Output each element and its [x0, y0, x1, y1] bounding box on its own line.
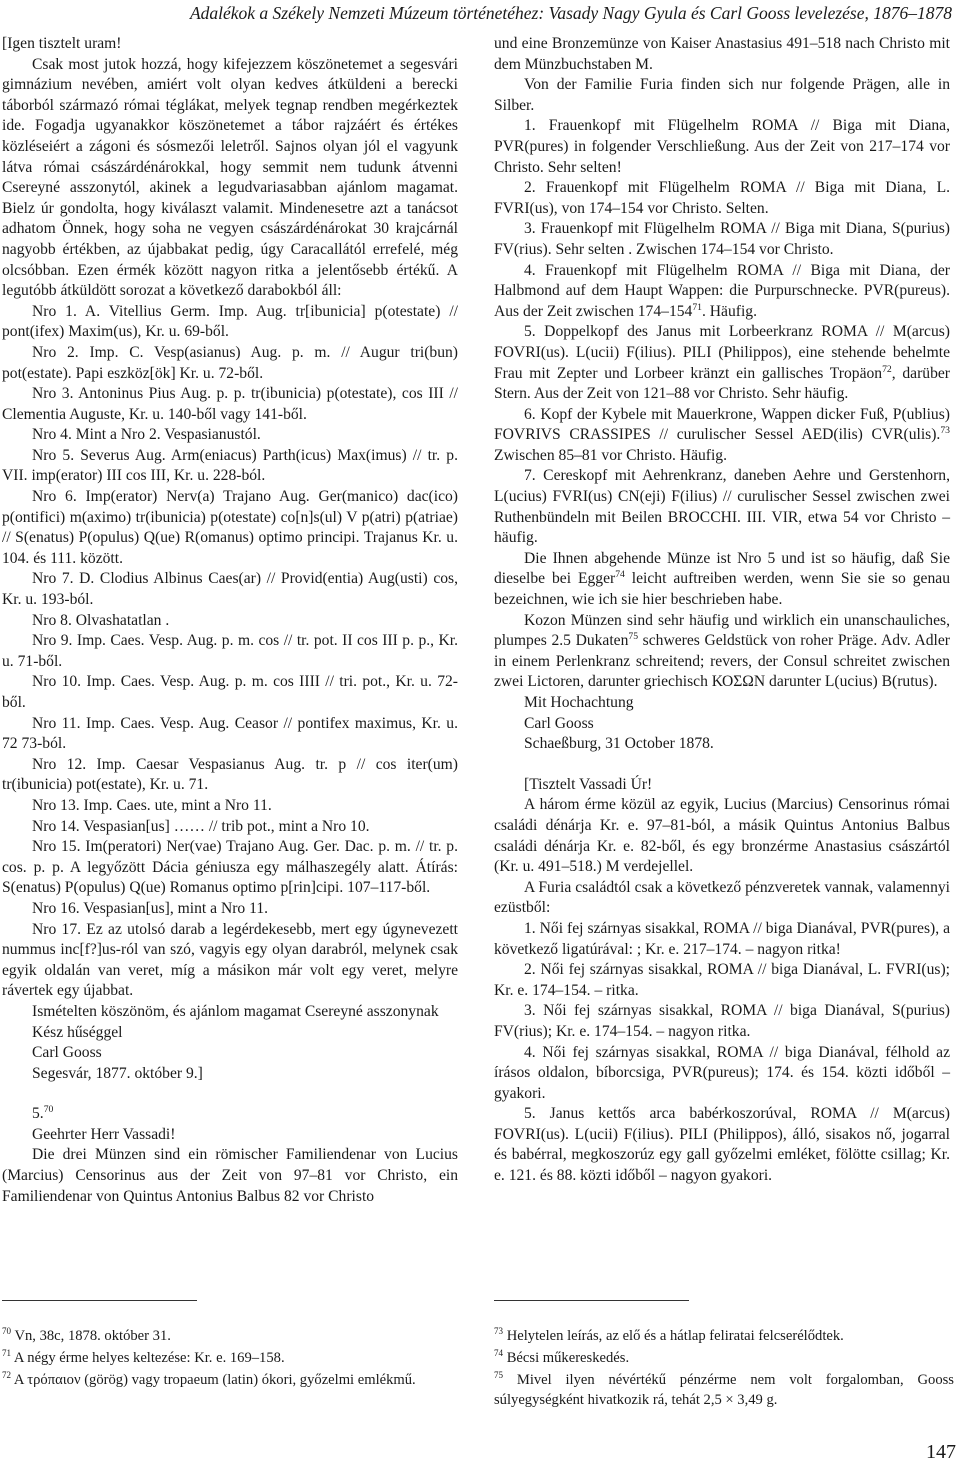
coin-entry: Nro 4. Mint a Nro 2. Vespasianustól.	[32, 426, 261, 444]
coin-entry: 2. Frauenkopf mit Flügelhelm ROMA // Biga mit Diana, L. FVRI(us), von 174–154 vor Christo. Selten.	[494, 179, 950, 217]
coin-entry: 4. Frauenkopf mit Flügelhelm ROMA // Biga mit Diana, der Halbmond auf dem Haupt Wappen: die Purpurschnecke. PVR(pureus). Aus der Zeit zwischen $174-154^{71}$. Häufig.	[494, 261, 950, 320]
coin-entry: 1. Frauenkopf mit Flügelhelm ROMA // Biga mit Diana, PVR(pures) in folgender Verschließung. Aus der Zeit von 217–174 vor Christo. Sehr selten!	[494, 117, 950, 176]
paragraph: Ismételten köszönöm, és ajánlom magamat Csereyné asszonynak	[32, 1002, 439, 1020]
right-column	[494, 34, 950, 1187]
paragraph: A három érme közül az egyik, Lucius (Marcius) Censorinus római családi dénárja Kr. e. 97–81-ból, a másik Quintus Antonius Balbus családi dénárja Kr. e. 82-ből, és egy bronzérme Anastasius császártól (Kr. u. 491–518.) M verdejellel.	[494, 796, 950, 876]
signature: Carl Gooss	[32, 1044, 102, 1062]
footnote-divider	[2, 1300, 197, 1301]
footnote-divider	[494, 1300, 689, 1301]
paragraph: A Furia családtól csak a következő pénzveretek vannak, valamennyi ezüstből:	[494, 878, 950, 917]
coin-entry: Nro 8. Olvashatatlan .	[32, 611, 170, 629]
coin-entry: Nro 1. A. Vitellius Germ. Imp. Aug. tr[ibunicia] p(otestate) // pont(ifex) Maxim(us), Kr. u. 69-ből.	[2, 302, 458, 341]
paragraph: Kozon Münzen sind sehr häufig und wirklich ein unanschauliches, plumpes 2.5 Dukaten$^{75}$ schweres Geldstück von roher Präge. Adv. Adler in einem Perlenkranz schreitend; revers, der Consul schreitet zwischen zwei Lictoren, darunter griechisch ΚΟΣΩΝ darunter L(ucius) B(rutus).	[494, 611, 950, 691]
coin-entry: Nro 10. Imp. Caes. Vesp. Aug. p. m. cos IIII // tri. pot., Kr. u. 72-ből.	[2, 673, 458, 711]
footnote: $^{73}$ Helytelen leírás, az elő és a hátlap feliratai felcserélődtek.	[494, 1326, 844, 1344]
coin-entry: Nro 15. Im(peratori) Ner(vae) Trajano Aug. Ger. Dac. p. m. // tr. p. cos. p. p. A legyőzött Dácia géniusza egy málhaszegély alatt. Átírás: S(enatus) P(opulus) Q(ue) Romanus optimo p[rin]cipi. 107–117-ből.	[2, 838, 458, 897]
salutation: [Tisztelt Vassadi Úr!	[524, 775, 653, 793]
footnote-number: 74	[494, 1348, 504, 1359]
coin-entry: Nro 11. Imp. Caes. Vesp. Aug. Ceasor // pontifex maximus, Kr. u. 72 73-ból.	[2, 714, 458, 753]
footnote-ref: 73	[940, 425, 950, 437]
footnote: $^{72}$ A τρόπαιον (görög) vagy tropaeum (latin) ókori, győzelmi emlékmű.	[2, 1370, 416, 1388]
coin-entry: 5. Janus kettős arca babérkoszorúval, ROMA // M(arcus) FOVRI(us). L(ucii) F(ilius). PILI (Philippos), álló, sisakos nő, jogarral és babérral, megkoszorúz egy gall győzelmi emléket, fölötte csillag; Kr. e. 121. és 88. közti időből – nagyon gyakori.	[494, 1105, 950, 1185]
coin-entry: Nro 6. Imp(erator) Nerv(a) Trajano Aug. Ger(manico) dac(ico) p(ontifici) m(aximo) tr(ibunicia) p(otestate) co[n]s(ul) V p(atri) p(atriae) // S(enatus) P(opulus) Q(ue) R(omanus) optimo principi. Trajanus Kr. u. 104. és 111. között.	[2, 488, 458, 567]
footnote-number: 75	[494, 1370, 504, 1381]
footnote: $^{75}$ Mivel ilyen névértékű pénzérme nem volt forgalomban, Gooss súlyegységként hivatkozik rá, tehát 2,5 × 3,49 g.	[494, 1370, 954, 1408]
coin-entry: Nro 14. Vespasian[us] …… // trib pot., mint a Nro 10.	[32, 817, 370, 835]
paragraph: Von der Familie Furia finden sich nur folgende Prägen, alle in Silber.	[494, 76, 950, 114]
coin-entry: 5. Doppelkopf des Janus mit Lorbeerkranz ROMA // M(arcus) FOVRI(us). L(ucii) F(ilius). PILI (Philippos), eine stehende behelmte Frau mit Zepter und Lorbeer kränzt ein gallisches Tropäon$^{72}$, darüber Stern. Aus der Zeit von 121–88 vor Christo. Sehr häufig.	[494, 323, 950, 403]
signature: Carl Gooss	[524, 714, 594, 732]
footnote-ref: 71	[692, 301, 702, 313]
footnote: $^{71}$ A négy érme helyes keltezése: Kr. e. 169–158.	[2, 1348, 285, 1366]
footnote-number: 71	[2, 1348, 12, 1359]
paragraph: Csak most jutok hozzá, hogy kifejezzem köszönetemet a segesvári gimnázium nevében, amiért volt olyan kedves átküldeni a berecki táborból származó római téglákat, melyek tegnap rendben megérkeztek ide. Fogadja ugyanakkor köszönetemet a tábor rajzáért és értékes közléseiért a zágoni és sósmezői leletről. Sajnos olyan jól el vagyunk látva római császárdénárokkal, hogy semmit nem tudunk átvenni Csereyné asszonytól, akinek a legudvariasabban ajánlom magamat. Bielz úr gondolta, hogy kiválaszt valamit. Mindenesetre azt a tanácsot adhatom Önnek, hogy soha ne vegyen császárdénárokat 30 krajcárnál nagyobb értékben, az újabbakat pedig, úgy Caracallától errefelé, még olcsóbban. Ezen érmék között nagyon ritka a jelentősebb értékű. A legutóbb átküldött sorozat a következő darabokból áll:	[2, 55, 458, 300]
footnotes-right	[494, 1326, 954, 1412]
footnote: $^{74}$ Bécsi műkereskedés.	[494, 1348, 630, 1366]
footnote-ref: 74	[615, 569, 625, 581]
coin-entry: Nro 3. Antoninus Pius Aug. p. p. tr(ibunicia) p(otestate), cos III // Clementia Auguste, Kr. u. 140-ből vagy 141-ből.	[2, 385, 458, 423]
coin-entry: 3. Frauenkopf mit Flügelhelm ROMA // Biga mit Diana, S(purius) FV(rius). Sehr selten . Zwischen 174–154 vor Christo.	[494, 220, 950, 258]
letter-number: 5.70	[32, 1104, 54, 1123]
footnote-ref: 75	[628, 631, 639, 643]
closing-line: Kész hűséggel	[32, 1023, 123, 1041]
coin-entry: Nro 7. D. Clodius Albinus Caes(ar) // Provid(entia) Aug(usti) cos, Kr. u. 193-ból.	[2, 570, 458, 609]
closing-line: Mit Hochachtung	[524, 694, 634, 711]
paragraph: Die Ihnen abgehende Münze ist Nro 5 und ist so häufig, daß Sie dieselbe bei Egger$^{74}$ leicht auftreiben werden, wenn Sie sie so genau bezeichnen, wie ich sie hier beschrieben habe.	[494, 549, 950, 609]
coin-entry: Nro 2. Imp. C. Vesp(asianus) Aug. p. m. // Augur tri(bun) pot(estate). Papi eszköz[ök] Kr. u. 72-ből.	[2, 343, 458, 382]
footnote: $^{70}$ Vn, 38c, 1878. október 31.	[2, 1326, 171, 1344]
paragraph: Die drei Münzen sind ein römischer Familiendenar von Lucius (Marcius) Censorinus aus der Zeit von 97–81 vor Christo, ein Familiendenar von Quintus Antonius Balbus 82 vor Christo	[2, 1146, 458, 1205]
footnote-ref: 72	[882, 363, 892, 375]
left-column	[2, 34, 458, 1207]
coin-entry: 2. Női fej szárnyas sisakkal, ROMA // biga Dianával, L. FVRI(us); Kr. e. 174–154. – ritka.	[494, 961, 950, 999]
coin-entry: Nro 16. Vespasian[us], mint a Nro 11.	[32, 899, 269, 917]
salutation: Geehrter Herr Vassadi!	[32, 1125, 176, 1143]
coin-entry: Nro 12. Imp. Caesar Vespasianus Aug. tr. p // cos iter(um) tr(ibunicia) pot(estate), Kr. u. 71.	[2, 755, 458, 794]
paragraph: und eine Bronzemünze von Kaiser Anastasius 491–518 nach Christo mit dem Münzbuchstaben M.	[494, 35, 950, 73]
coin-entry: Nro 5. Severus Aug. Arm(eniacus) Parth(icus) Max(imus) // tr. p. VII. imp(erator) III cos III, Kr. u. 228-ból.	[2, 446, 458, 485]
salutation: [Igen tisztelt uram!	[2, 35, 122, 52]
date-line: Schaeßburg, 31 October 1878.	[524, 735, 714, 753]
footnote-number: 72	[2, 1370, 12, 1381]
coin-entry: Nro 9. Imp. Caes. Vesp. Aug. p. m. cos // tr. pot. II cos III p. p., Kr. u. 71-ből.	[2, 632, 458, 670]
footnote-number: 70	[2, 1326, 12, 1337]
running-header: Adalékok a Székely Nemzeti Múzeum történetéhez: Vasady Nagy Gyula és Carl Gooss levelezése, 1876–1878	[189, 3, 952, 23]
date-line: Segesvár, 1877. október 9.]	[32, 1064, 203, 1082]
coin-entry: 6. Kopf der Kybele mit Mauerkrone, Wappen dicker Fuß, P(ublius) FOVRIVS CRASSIPES // curulischer Sessel AED(ilis) CVR(ulis).$^{73}$ Zwischen 85–81 vor Christo. Häufig.	[494, 405, 950, 464]
coin-entry: 7. Cereskopf mit Aehrenkranz, daneben Aehre und Gerstenhorn, L(ucius) FVRI(us) CN(eji) F(ilius) // curulischer Sessel zwischen zwei Ruthenbündeln mit Beilen BROCCHI. III. VIR, etwa 54 vor Christo – häufig.	[494, 467, 950, 547]
coin-entry: Nro 17. Ez az utolsó darab a legérdekesebb, mert egy úgynevezett nummus inc[f?]us-ról van szó, vagyis egy olyan darabról, melynek csak egyik oldalán van veret, míg a másikon már volt egy veret, melyre rávertek egy újabbat.	[2, 920, 458, 1000]
footnotes-left	[2, 1326, 462, 1392]
page-number: 147	[926, 1441, 956, 1463]
footnote-number: 73	[494, 1326, 504, 1337]
coin-entry: 3. Női fej szárnyas sisakkal, ROMA // biga Dianával, S(purius) FV(rius); Kr. e. 174–154. – nagyon ritka.	[494, 1002, 950, 1040]
footnote-ref: 70	[43, 1104, 54, 1116]
coin-entry: Nro 13. Imp. Caes. ute, mint a Nro 11.	[32, 796, 272, 814]
coin-entry: 4. Női fej szárnyas sisakkal, ROMA // biga Dianával, félhold az írásos oldalon, bíborcsiga, PVR(pureus); 174. és 154. közti időből – gyakori.	[494, 1043, 950, 1102]
coin-entry: 1. Női fej szárnyas sisakkal, ROMA // biga Dianával, PVR(pures), a következő ligatúrával: ; Kr. e. 217–174. – nagyon ritka!	[494, 919, 950, 958]
